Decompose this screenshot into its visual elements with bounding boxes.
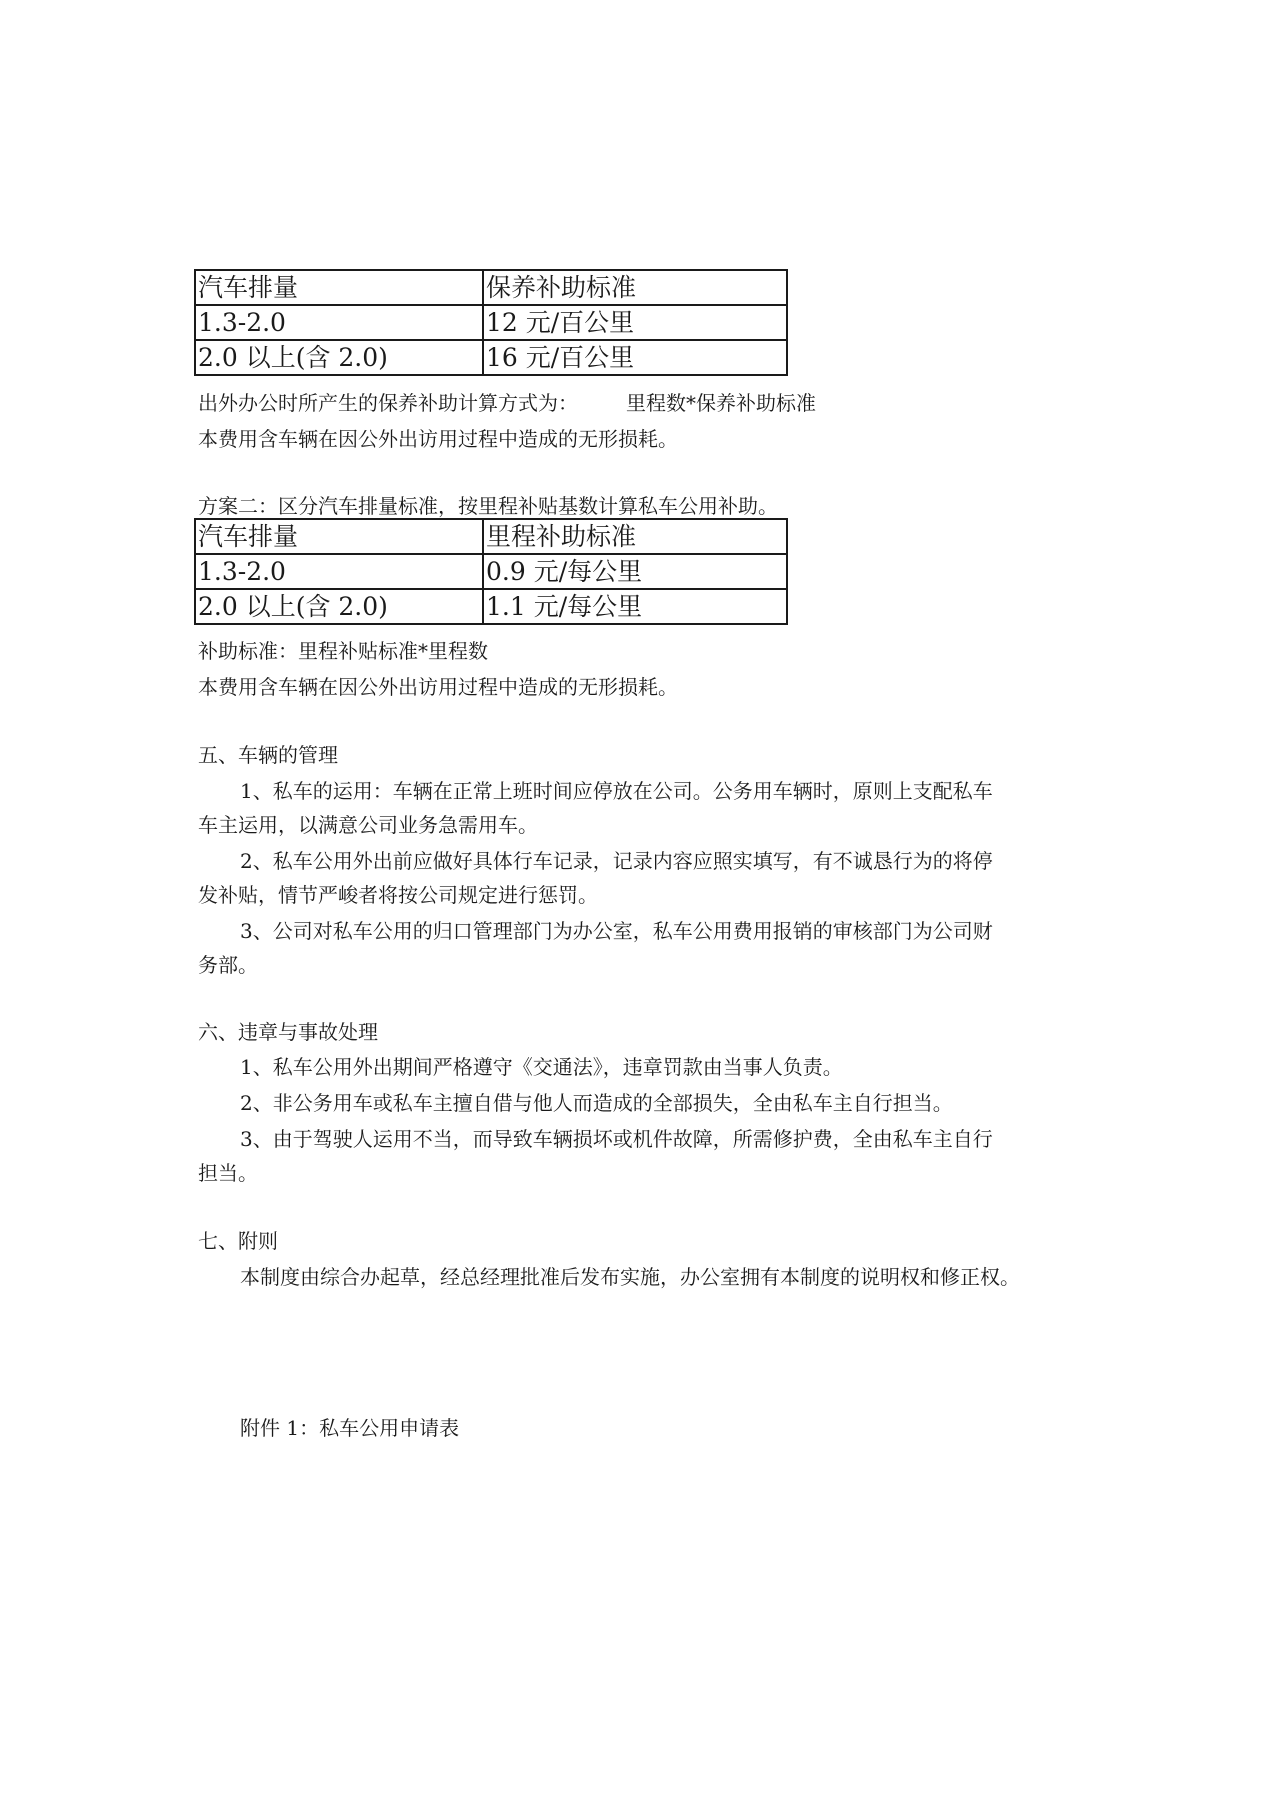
table-header-row (195, 270, 787, 305)
section-six-item-3: 3、由于驾驶人运用不当，而导致车辆损坏或机件故障，所需修护费，全由私车主自行 (240, 1127, 993, 1151)
section-seven-text: 本制度由综合办起草，经总经理批准后发布实施，办公室拥有本制度的说明权和修正权。 (240, 1265, 1020, 1289)
plan-two-title: 方案二：区分汽车排量标准，按里程补贴基数计算私车公用补助。 (198, 494, 778, 518)
table-header-row (195, 519, 787, 554)
table-cell: 2.0 以上(含 2.0) (195, 340, 483, 375)
section-five-item-3: 3、公司对私车公用的归口管理部门为办公室，私车公用费用报销的审核部门为公司财 (240, 919, 993, 943)
section-six-item-3-cont: 担当。 (198, 1161, 258, 1185)
intangible-loss-note: 本费用含车辆在因公外出访用过程中造成的无形损耗。 (198, 427, 678, 451)
table-row (195, 305, 787, 340)
table-header-cell: 里程补助标准 (483, 519, 787, 554)
section-six-item-1: 1、私车公用外出期间严格遵守《交通法》，违章罚款由当事人负责。 (240, 1055, 843, 1079)
calc-method-formula: 里程数*保养补助标准 (626, 391, 816, 415)
section-five-item-1: 1、私车的运用：车辆在正常上班时间应停放在公司。公务用车辆时，原则上支配私车 (240, 779, 993, 803)
table-header-cell: 汽车排量 (195, 519, 483, 554)
section-six-item-2: 2、非公务用车或私车主擅自借与他人而造成的全部损失，全由私车主自行担当。 (240, 1091, 953, 1115)
table-row (195, 589, 787, 624)
section-six-title: 六、违章与事故处理 (198, 1020, 378, 1044)
table-header-cell: 保养补助标准 (483, 270, 787, 305)
maintenance-subsidy-table (194, 269, 788, 376)
table-cell: 1.3-2.0 (195, 554, 483, 589)
attachment-line: 附件 1：私车公用申请表 (240, 1416, 460, 1440)
subsidy-standard-line: 补助标准：里程补贴标准*里程数 (198, 639, 488, 663)
table-cell: 1.3-2.0 (195, 305, 483, 340)
table-row (195, 340, 787, 375)
table-cell: 16 元/百公里 (483, 340, 787, 375)
table-cell: 0.9 元/每公里 (483, 554, 787, 589)
intangible-loss-note-2: 本费用含车辆在因公外出访用过程中造成的无形损耗。 (198, 675, 678, 699)
section-five-item-2-cont: 发补贴，情节严峻者将按公司规定进行惩罚。 (198, 883, 598, 907)
calc-method-prefix: 出外办公时所产生的保养补助计算方式为： (198, 391, 578, 415)
section-five-item-3-cont: 务部。 (198, 953, 258, 977)
mileage-subsidy-table (194, 518, 788, 625)
table-cell: 12 元/百公里 (483, 305, 787, 340)
section-five-item-2: 2、私车公用外出前应做好具体行车记录，记录内容应照实填写，有不诚恳行为的将停 (240, 849, 993, 873)
table-cell: 2.0 以上(含 2.0) (195, 589, 483, 624)
section-five-item-1-cont: 车主运用，以满意公司业务急需用车。 (198, 813, 538, 837)
table-row (195, 554, 787, 589)
table-header-cell: 汽车排量 (195, 270, 483, 305)
section-seven-title: 七、附则 (198, 1229, 278, 1253)
calc-method-line (198, 388, 816, 418)
section-five-title: 五、车辆的管理 (198, 743, 338, 767)
table-cell: 1.1 元/每公里 (483, 589, 787, 624)
